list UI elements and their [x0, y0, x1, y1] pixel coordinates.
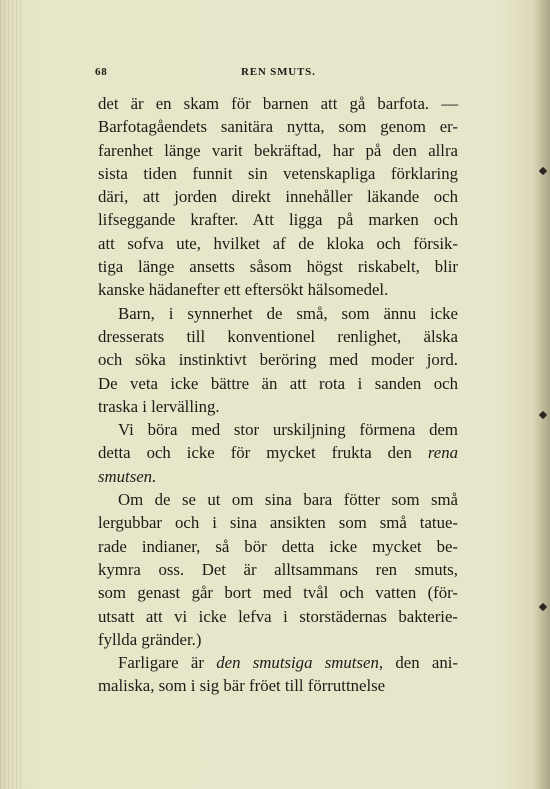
text-segment: däri, att jorden direkt innehåller läkande och: [98, 187, 458, 207]
text-segment: Om de se ut om sina bara fötter som små: [118, 490, 458, 510]
text-line: [98, 651, 458, 674]
text-segment: Vi böra med stor urskiljning förmena dem: [118, 420, 458, 440]
text-line: [98, 115, 458, 138]
page-edge-shadow: [534, 0, 550, 789]
text-line: [98, 348, 458, 371]
text-line: [98, 558, 458, 581]
binding-gutter: [0, 0, 22, 789]
text-segment: detta och icke för mycket frukta den: [98, 443, 428, 463]
text-line: [98, 488, 458, 511]
text-segment: och söka instinktivt beröring med moder jord.: [98, 350, 458, 370]
text-segment: traska i lervälling.: [98, 396, 220, 416]
text-segment: tiga länge ansetts såsom högst riskabelt, blir: [98, 257, 458, 277]
text-segment: den ani-: [383, 653, 458, 673]
text-segment: lergubbar och i sina ansikten som små tatue-: [98, 513, 458, 533]
text-line: [98, 162, 458, 185]
text-segment: Farligare är: [118, 653, 217, 673]
text-segment: det är en skam för barnen att gå barfota. —: [98, 94, 458, 113]
italic-text: den smutsiga smutsen,: [216, 653, 384, 673]
text-segment: fyllda gränder.): [98, 629, 202, 649]
text-line: [98, 511, 458, 534]
text-segment: Barfotagåendets sanitära nytta, som genom er-: [98, 117, 458, 137]
text-line: [98, 139, 458, 162]
text-segment: maliska, som i sig bär fröet till förruttnelse: [98, 676, 386, 696]
text-line: [98, 441, 458, 464]
text-line: [98, 208, 458, 231]
text-line: [98, 185, 458, 208]
text-line: [98, 92, 458, 115]
text-line: [98, 465, 458, 488]
italic-text: smutsen.: [98, 466, 157, 486]
text-line: [98, 418, 458, 441]
text-segment: kymra oss. Det är alltsammans ren smuts,: [98, 559, 458, 579]
text-line: [98, 628, 458, 651]
text-line: [98, 674, 458, 697]
text-line: [98, 325, 458, 348]
page-header: [95, 66, 455, 82]
text-line: [98, 395, 458, 418]
text-segment: att sofva ute, hvilket af de kloka och försik-: [98, 233, 458, 253]
running-title: REN SMUTS.: [241, 66, 316, 78]
text-segment: lifseggande krafter. Att ligga på marken och: [98, 210, 458, 230]
text-line: [98, 232, 458, 255]
text-line: [98, 372, 458, 395]
text-line: [98, 605, 458, 628]
text-segment: De veta icke bättre än att rota i sanden och: [98, 373, 458, 393]
text-line: [98, 581, 458, 604]
text-segment: sista tiden funnit sin vetenskapliga förklaring: [98, 163, 458, 183]
page-number: 68: [95, 66, 108, 78]
text-line: [98, 302, 458, 325]
text-segment: rade indianer, så bör detta icke mycket be-: [98, 536, 458, 556]
text-line: [98, 535, 458, 558]
text-segment: utsatt att vi icke lefva i storstädernas bakterie-: [98, 606, 458, 626]
text-segment: dresserats till konventionel renlighet, älska: [98, 326, 458, 346]
text-line: [98, 255, 458, 278]
italic-text: rena: [427, 443, 458, 463]
text-segment: kanske hädanefter ett eftersökt hälsomedel.: [98, 280, 389, 300]
body-text: [98, 92, 458, 698]
text-segment: farenhet länge varit bekräftad, har på den allra: [98, 140, 458, 160]
text-segment: Barn, i synnerhet de små, som ännu icke: [118, 303, 458, 323]
text-line: [98, 278, 458, 301]
text-segment: som genast går bort med tvål och vatten (för-: [98, 583, 458, 603]
